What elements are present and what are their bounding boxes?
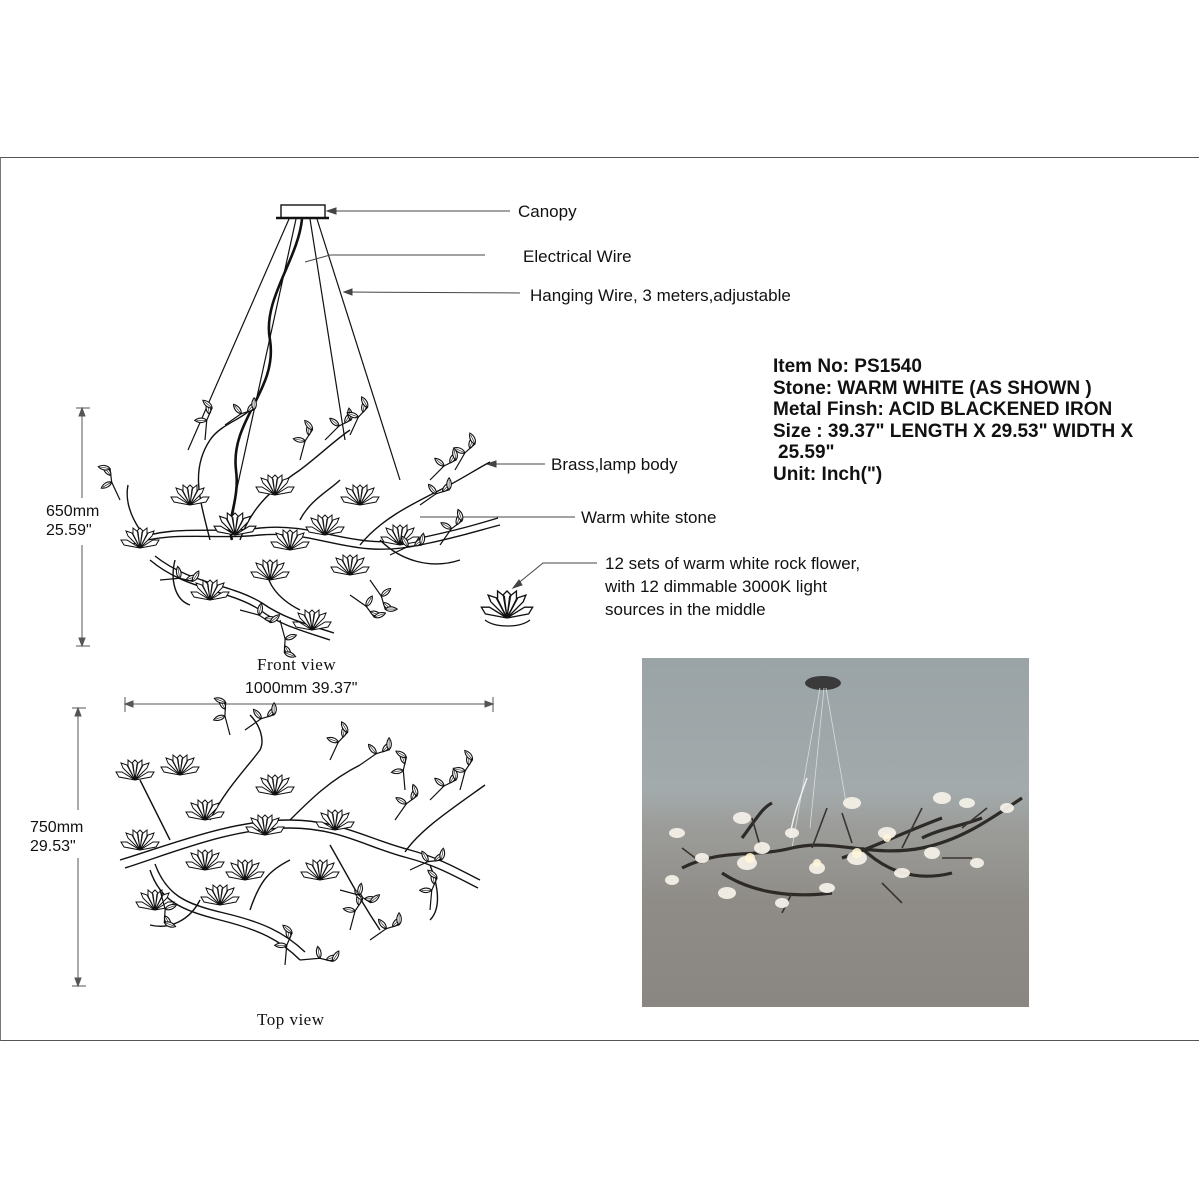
top-view-flowers	[116, 755, 354, 910]
top-width-dimension	[125, 697, 493, 712]
flower-note-line2: with 12 dimmable 3000K light	[605, 577, 828, 596]
product-photo	[642, 658, 1029, 1007]
canopy-drawing	[281, 205, 325, 218]
flower-note-line3: sources in the middle	[605, 600, 766, 619]
front-height-mm: 650mm	[46, 503, 100, 520]
canopy-label: Canopy	[518, 202, 577, 221]
stone-label: Warm white stone	[581, 508, 717, 527]
spec-finish: Metal Finsh: ACID BLACKENED IRON	[773, 399, 1113, 420]
top-view-branches	[120, 715, 485, 960]
top-width-in: 29.53"	[30, 838, 76, 855]
electrical-wire-label: Electrical Wire	[523, 247, 632, 266]
spec-unit: Unit: Inch(")	[773, 463, 883, 485]
front-view-caption: Front view	[257, 655, 337, 674]
front-height-in: 25.59"	[46, 522, 92, 539]
top-length-label: 1000mm 39.37"	[245, 680, 358, 697]
top-width-mm: 750mm	[30, 819, 84, 836]
spec-size-line2: 25.59"	[778, 442, 835, 463]
spec-stone: Stone: WARM WHITE (AS SHOWN )	[773, 377, 1092, 399]
spec-item-number: Item No: PS1540	[773, 356, 922, 377]
rock-flower-drawing	[481, 591, 532, 618]
flower-note-line1: 12 sets of warm white rock flower,	[605, 554, 861, 573]
front-view-flowers	[121, 475, 419, 630]
lamp-body-label: Brass,lamp body	[551, 455, 678, 474]
hanging-wire-label: Hanging Wire, 3 meters,adjustable	[530, 286, 791, 305]
spec-size-line1: Size : 39.37" LENGTH X 29.53" WIDTH X	[773, 420, 1134, 442]
spec-block	[773, 356, 1193, 485]
top-view-caption: Top view	[257, 1010, 325, 1029]
